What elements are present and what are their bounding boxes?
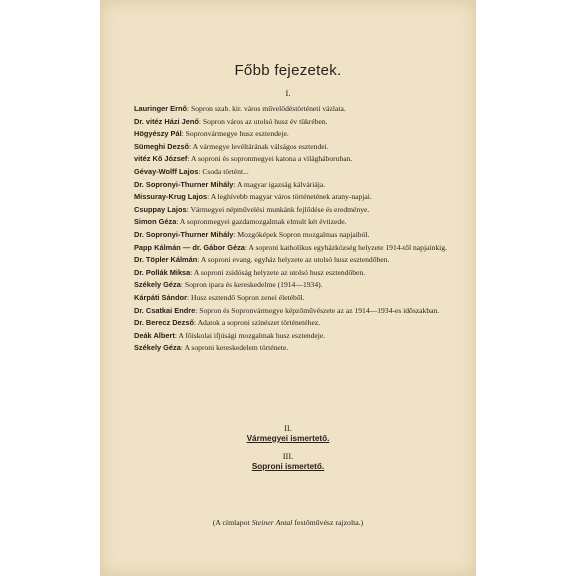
- chapter-title: Sopron és Sopronvármegye képzőművészete az az 1914—1934-es időszakban.: [199, 305, 440, 315]
- chapter-author: Dr. Sopronyi-Thurner Mihály: [134, 229, 234, 239]
- chapter-author: Kárpáti Sándor: [134, 292, 187, 302]
- separator-colon: :: [233, 229, 238, 239]
- chapter-entry: [134, 192, 452, 202]
- section-3-number: III.: [282, 451, 294, 461]
- separator-colon: :: [244, 242, 249, 252]
- chapter-author: Csuppay Lajos: [134, 204, 187, 214]
- chapter-title: A sopronmegyei gazdamozgalmak elmult két évtizede.: [179, 217, 347, 227]
- separator-colon: :: [186, 104, 191, 113]
- chapter-entry: [134, 343, 452, 353]
- separator-colon: :: [207, 192, 211, 202]
- chapter-author: Lauringer Ernő: [134, 104, 187, 113]
- chapter-entry: [134, 230, 452, 240]
- chapter-title: A soproni zsidóság helyzete az utolsó husz esztendőben.: [193, 267, 366, 277]
- separator-colon: :: [186, 204, 191, 214]
- chapter-author: Dr. Töpler Kálmán: [134, 255, 198, 265]
- chapter-author: Dr. Sopronyi-Thurner Mihály: [134, 179, 234, 189]
- section-2-number: II.: [284, 423, 292, 433]
- chapter-title: A soproni evang. egyház helyzete az utolsó husz esztendőben.: [200, 255, 390, 265]
- book-page: [100, 0, 476, 576]
- chapter-author: Dr. Berecz Dezső: [134, 318, 194, 328]
- chapter-author: Deák Albert: [134, 330, 175, 340]
- chapter-title: Mozgóképek Sopron mozgalmas napjaiból.: [237, 229, 370, 239]
- separator-colon: :: [174, 330, 179, 340]
- separator-colon: :: [198, 116, 203, 126]
- chapter-title: A főiskolai ifjúsági mozgalmak husz esztendeje.: [178, 330, 326, 340]
- chapter-author: Sümeghi Dezső: [134, 141, 190, 151]
- chapter-author: Székely Géza: [134, 280, 181, 290]
- chapter-author: Högyészy Pál: [134, 129, 182, 139]
- chapter-author: Dr. Csatkai Endre: [134, 305, 196, 315]
- chapter-author: Gévay-Wolff Lajos: [134, 166, 199, 176]
- section-3-heading: Soproni ismertető.: [251, 462, 325, 471]
- separator-colon: :: [187, 154, 191, 164]
- separator-colon: :: [198, 166, 203, 176]
- chapter-entry: [134, 306, 452, 316]
- chapter-entry: [134, 205, 452, 215]
- chapter-entry: [134, 243, 452, 253]
- chapter-title: Adatok a soproni színészet történetéhez.: [197, 318, 321, 328]
- section-1-number: I.: [285, 88, 291, 98]
- chapter-title: Vármegyei népművelési munkánk fejlődése és eredménye.: [190, 204, 370, 214]
- chapter-title: A magyar igazság kálváriája.: [236, 179, 326, 189]
- chapter-title: A vármegye levéltárának válságos esztendei.: [192, 141, 329, 151]
- chapter-entry: [134, 104, 452, 114]
- chapter-entry: [134, 268, 452, 278]
- separator-colon: :: [180, 343, 185, 353]
- separator-colon: :: [193, 318, 198, 328]
- chapter-list: [134, 104, 452, 356]
- chapter-title: Csoda történt...: [202, 166, 249, 176]
- page-title: Főbb fejezetek.: [234, 62, 342, 79]
- chapter-author: Simon Géza: [134, 217, 177, 227]
- chapter-entry: [134, 117, 452, 127]
- chapter-title: Sopron szab. kir. város művelődéstörténeti vázlata.: [191, 104, 346, 113]
- chapter-title: Sopronvármegye husz esztendeje.: [185, 129, 289, 139]
- chapter-entry: [134, 255, 452, 265]
- chapter-author: Papp Kálmán — dr. Gábor Géza: [134, 242, 245, 252]
- chapter-title: A soproni kereskedelem története.: [184, 343, 289, 353]
- chapter-entry: [134, 167, 452, 177]
- separator-colon: :: [176, 217, 180, 227]
- separator-colon: :: [195, 305, 200, 315]
- chapter-entry: [134, 331, 452, 341]
- separator-colon: :: [197, 255, 201, 265]
- separator-colon: :: [189, 141, 193, 151]
- chapter-author: Dr. Pollák Miksa: [134, 267, 191, 277]
- chapter-entry: [134, 142, 452, 152]
- separator-colon: :: [186, 292, 191, 302]
- cover-credit: [100, 518, 476, 527]
- chapter-title: Sopron ipara és kereskedelme (1914—1934).: [184, 280, 323, 290]
- separator-colon: :: [233, 179, 237, 189]
- chapter-author: Missuray-Krug Lajos: [134, 192, 208, 202]
- chapter-entry: [134, 180, 452, 190]
- chapter-title: A leghívebb magyar város történetének arany-napjai.: [210, 192, 372, 202]
- separator-colon: :: [180, 280, 185, 290]
- chapter-entry: [134, 293, 452, 303]
- chapter-title: Husz esztendő Sopron zenei életéből.: [191, 292, 305, 302]
- section-2-heading: Vármegyei ismertető.: [246, 434, 330, 443]
- separator-colon: :: [190, 267, 194, 277]
- credit-prefix: (A címlapot: [212, 518, 252, 527]
- chapter-title: Sopron város az utolsó husz év tükrében.: [202, 116, 328, 126]
- chapter-author: Székely Géza: [134, 343, 181, 353]
- chapter-entry: [134, 318, 452, 328]
- credit-suffix: festőművész rajzolta.): [292, 518, 364, 527]
- credit-artist-name: Steiner Antal: [251, 518, 293, 527]
- chapter-author: Dr. vitéz Házi Jenő: [134, 116, 199, 126]
- chapter-author: vitéz Kő József: [134, 154, 188, 164]
- chapter-entry: [134, 154, 452, 164]
- chapter-title: A soproni katholikus egyházközség helyzete 1914-től napjainkig.: [248, 242, 447, 252]
- chapter-entry: [134, 217, 452, 227]
- chapter-title: A soproni és sopronmegyei katona a világháboruban.: [191, 154, 353, 164]
- separator-colon: :: [181, 129, 186, 139]
- chapter-entry: [134, 280, 452, 290]
- chapter-entry: [134, 129, 452, 139]
